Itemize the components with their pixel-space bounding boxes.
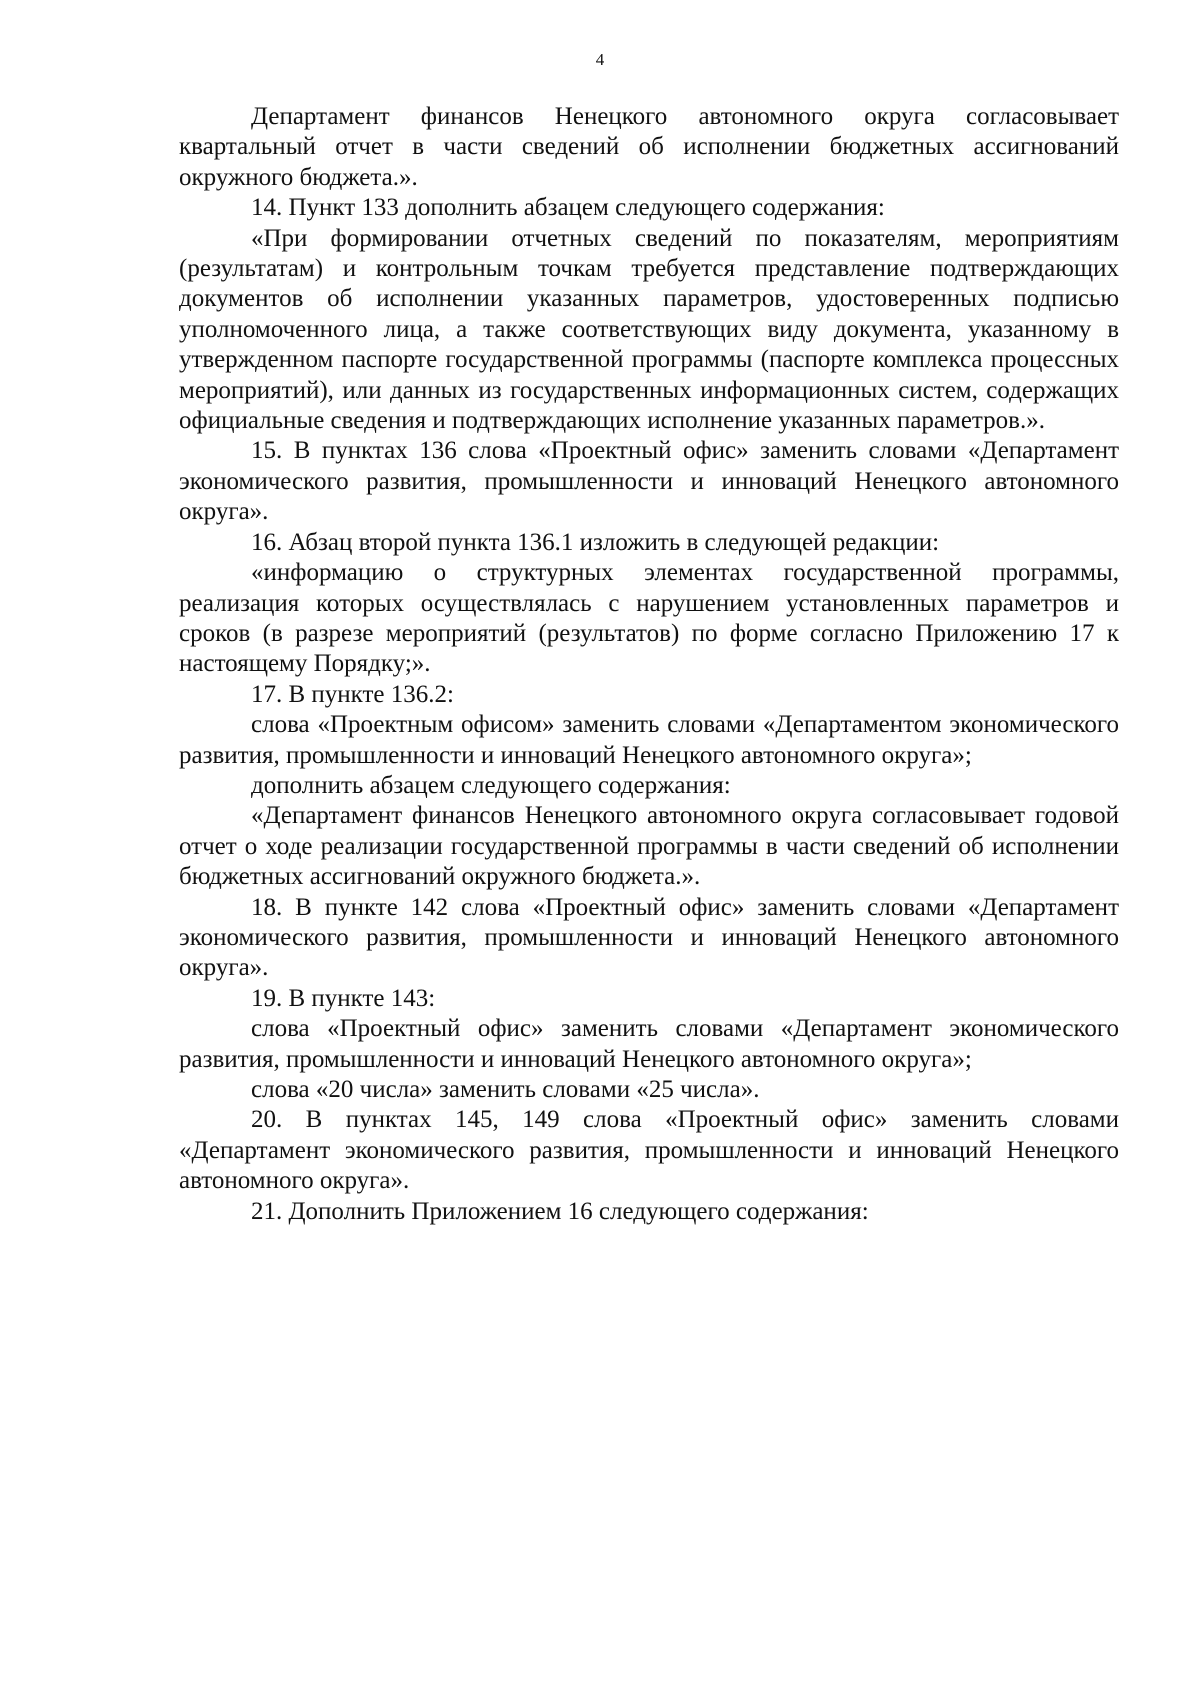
paragraph-item-15: 15. В пунктах 136 слова «Проектный офис» заменить словами «Департамент экономического развития, промышленности и инноваций Ненецкого автономного округа». (179, 437, 1119, 526)
paragraph-item-17-quote: «Департамент финансов Ненецкого автономного округа согласовывает годовой отчет о ходе реализации государственной программы в части сведений об исполнении бюджетных ассигнований окружного бюджета.». (179, 802, 1119, 891)
paragraph-item-16-quote: «информацию о структурных элементах государственной программы, реализация которых осуществлялась с нарушением установленных параметров и сроков (в разрезе мероприятий (результатов) по форме согласно Приложению 17 к настоящему Порядку;». (179, 559, 1119, 678)
paragraph-item-20: 20. В пунктах 145, 149 слова «Проектный офис» заменить словами «Департамент экономического развития, промышленности и инноваций Ненецкого автономного округа». (179, 1106, 1119, 1195)
paragraph-item-21: 21. Дополнить Приложением 16 следующего содержания: (251, 1197, 869, 1225)
paragraph-item-17: 17. В пункте 136.2: (251, 680, 454, 708)
paragraph-item-19: 19. В пункте 143: (251, 984, 436, 1012)
paragraph-finance-dept-quarterly-report: Департамент финансов Ненецкого автономного округа согласовывает квартальный отчет в части сведений об исполнении бюджетных ассигнований окружного бюджета.». (179, 103, 1119, 191)
paragraph-item-17-supplement: дополнить абзацем следующего содержания: (251, 771, 731, 799)
paragraph-item-18: 18. В пункте 142 слова «Проектный офис» заменить словами «Департамент экономического развития, промышленности и инноваций Ненецкого автономного округа». (179, 893, 1119, 982)
paragraph-item-19-words-date: слова «20 числа» заменить словами «25 числа». (251, 1076, 760, 1103)
paragraph-item-16: 16. Абзац второй пункта 136.1 изложить в следующей редакции: (251, 528, 940, 556)
page-number: 4 (595, 50, 605, 69)
document-body (179, 102, 1119, 1227)
paragraph-item-17-words: слова «Проектным офисом» заменить словами «Департаментом экономического развития, промышленности и инноваций Ненецкого автономного округа»; (179, 711, 1119, 769)
paragraph-item-14: 14. Пункт 133 дополнить абзацем следующего содержания: (251, 194, 885, 222)
paragraph-item-14-quote: «При формировании отчетных сведений по показателям, мероприятиям (результатам) и контрольным точкам требуется представление подтверждающих документов об исполнении указанных параметров, удостоверенных подписью уполномоченного лица, а также соответствующих виду документа, указанному в утвержденном паспорте государственной программы (паспорте комплекса процессных мероприятий), или данных из государственных информационных систем, содержащих официальные сведения и подтверждающих исполнение указанных параметров.». (179, 224, 1119, 435)
paragraph-item-19-words-office: слова «Проектный офис» заменить словами «Департамент экономического развития, промышленности и инноваций Ненецкого автономного округа»; (179, 1015, 1119, 1073)
